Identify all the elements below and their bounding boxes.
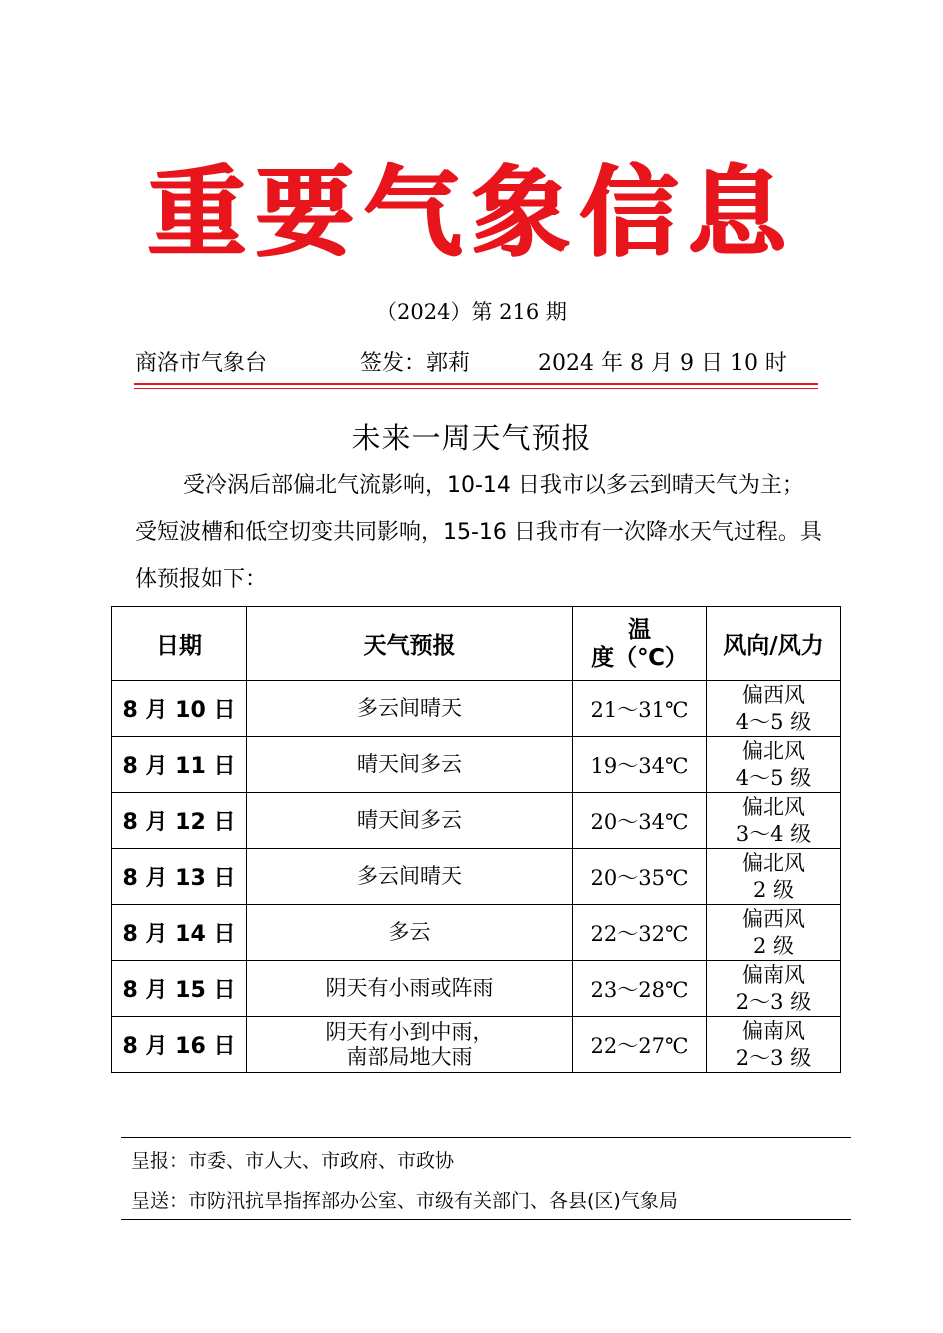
forecast-weather: [247, 737, 573, 793]
forecast-temperature: 20～35℃: [573, 849, 707, 905]
forecast-temperature: 23～28℃: [573, 961, 707, 1017]
column-header-wind: 风向/风力: [707, 607, 841, 681]
footer-divider-bottom: [121, 1219, 851, 1220]
forecast-weather-line: 晴天间多云: [357, 752, 462, 776]
forecast-weather: [247, 1017, 573, 1073]
forecast-heading: 未来一周天气预报: [351, 421, 592, 455]
forecast-wind: [707, 905, 841, 961]
forecast-intro: 受冷涡后部偏北气流影响，10-14 日我市以多云到晴天气为主；受短波槽和低空切变共同影响，15-16 日我市有一次降水天气过程。具体预报如下：: [135, 473, 822, 592]
wind-direction: 偏西风: [742, 906, 805, 931]
table-row: [112, 1017, 841, 1073]
table-header-row: [112, 607, 841, 681]
table-row: [112, 961, 841, 1017]
forecast-date: 8 月 13 日: [112, 849, 247, 905]
masthead-title: 重要气象信息: [147, 155, 796, 270]
forecast-weather: [247, 793, 573, 849]
forecast-date: 8 月 11 日: [112, 737, 247, 793]
table-row: [112, 737, 841, 793]
forecast-weather-line: 多云间晴天: [357, 696, 462, 720]
temp-header-line2: 度（℃）: [591, 644, 688, 671]
forecast-wind: [707, 737, 841, 793]
table-row: [112, 681, 841, 737]
wind-direction: 偏北风: [742, 850, 805, 875]
footer-divider-top: [121, 1137, 851, 1138]
forecast-weather: [247, 905, 573, 961]
forecast-temperature: 20～34℃: [573, 793, 707, 849]
wind-level: 2～3 级: [735, 1045, 812, 1070]
forecast-weather-line: 阴天有小到中雨，: [325, 1019, 494, 1044]
column-header-date: 日期: [112, 607, 247, 681]
forecast-table: [111, 606, 841, 1073]
send-to-line: 呈送：市防汛抗旱指挥部办公室、市级有关部门、各县(区)气象局: [131, 1190, 678, 1212]
wind-level: 3～4 级: [735, 821, 812, 846]
issue-datetime: 2024 年 8 月 9 日 10 时: [538, 351, 787, 376]
forecast-weather-line: 晴天间多云: [357, 808, 462, 832]
forecast-weather: [247, 681, 573, 737]
wind-level: 2 级: [752, 933, 795, 958]
forecast-weather-line: 多云: [388, 920, 431, 944]
forecast-weather-line: 多云间晴天: [357, 864, 462, 888]
forecast-wind: [707, 1017, 841, 1073]
table-row: [112, 793, 841, 849]
wind-level: 4～5 级: [735, 709, 812, 734]
header-divider-thin: [134, 388, 818, 389]
forecast-temperature: 22～27℃: [573, 1017, 707, 1073]
wind-direction: 偏南风: [742, 1018, 805, 1043]
temp-header-line1: 温: [627, 616, 651, 643]
forecast-date: 8 月 16 日: [112, 1017, 247, 1073]
agency-name: 商洛市气象台: [135, 351, 268, 376]
forecast-weather: [247, 961, 573, 1017]
forecast-date: 8 月 10 日: [112, 681, 247, 737]
forecast-date: 8 月 15 日: [112, 961, 247, 1017]
column-header-temperature: [573, 607, 707, 681]
wind-direction: 偏北风: [742, 794, 805, 819]
forecast-temperature: 19～34℃: [573, 737, 707, 793]
report-to-line: 呈报：市委、市人大、市政府、市政协: [131, 1150, 455, 1172]
forecast-temperature: 22～32℃: [573, 905, 707, 961]
table-row: [112, 849, 841, 905]
header-divider-thick: [134, 383, 818, 385]
forecast-weather-line: 阴天有小雨或阵雨: [325, 976, 494, 1000]
wind-direction: 偏南风: [742, 962, 805, 987]
wind-level: 2 级: [752, 877, 795, 902]
forecast-weather: [247, 849, 573, 905]
forecast-wind: [707, 681, 841, 737]
wind-level: 4～5 级: [735, 765, 812, 790]
issue-number: （2024）第 216 期: [376, 300, 567, 324]
wind-level: 2～3 级: [735, 989, 812, 1014]
forecast-date: 8 月 14 日: [112, 905, 247, 961]
column-header-weather: 天气预报: [247, 607, 573, 681]
forecast-wind: [707, 793, 841, 849]
wind-direction: 偏西风: [742, 682, 805, 707]
forecast-wind: [707, 849, 841, 905]
table-row: [112, 905, 841, 961]
forecast-temperature: 21～31℃: [573, 681, 707, 737]
forecast-weather-line: 南部局地大雨: [346, 1044, 473, 1069]
signer: 签发：郭莉: [360, 351, 471, 376]
forecast-date: 8 月 12 日: [112, 793, 247, 849]
forecast-wind: [707, 961, 841, 1017]
wind-direction: 偏北风: [742, 738, 805, 763]
